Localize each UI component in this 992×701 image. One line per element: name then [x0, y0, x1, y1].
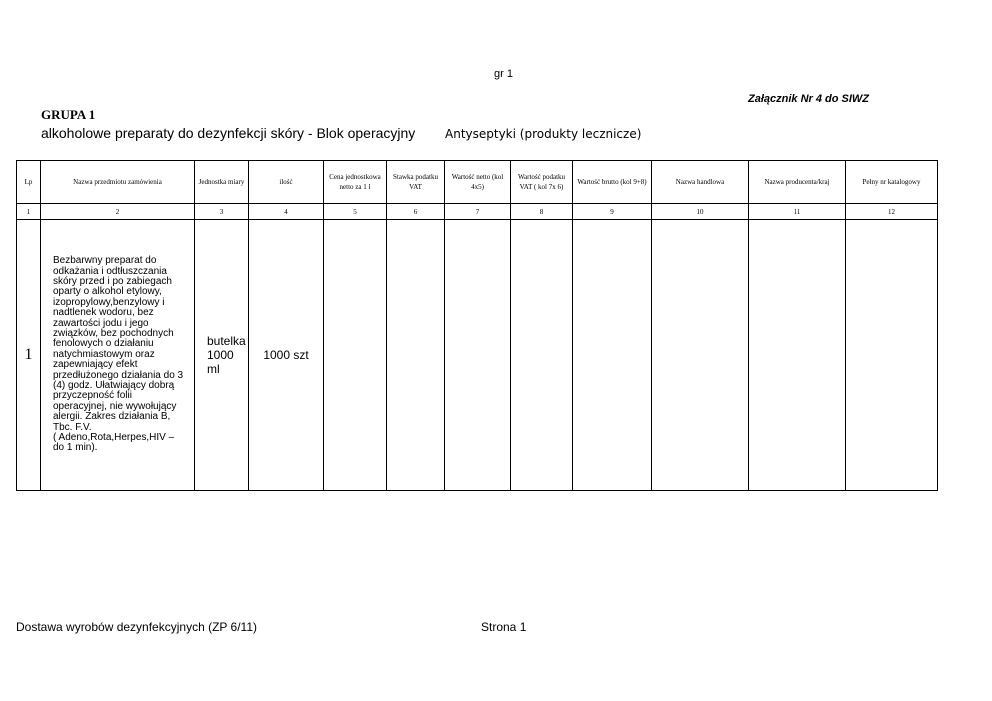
table-header-row	[17, 161, 938, 204]
column-number: 1	[17, 204, 41, 220]
header-item-name: Nazwa przedmiotu zamówienia	[41, 161, 195, 204]
column-number: 12	[846, 204, 938, 220]
header-net-value: Wartość netto (kol 4x5)	[445, 161, 511, 204]
row-vat-value-cell[interactable]	[511, 220, 573, 491]
column-number: 3	[195, 204, 249, 220]
column-number: 11	[749, 204, 846, 220]
header-vat-value: Wartość podatku VAT ( kol 7x 6)	[511, 161, 573, 204]
row-catalog-no-cell[interactable]	[846, 220, 938, 491]
row-gross-value-cell[interactable]	[573, 220, 652, 491]
annex-label: Załącznik Nr 4 do SIWZ	[748, 93, 870, 105]
column-number: 9	[573, 204, 652, 220]
row-trade-name-cell[interactable]	[652, 220, 749, 491]
row-unit-price-cell[interactable]	[324, 220, 387, 491]
header-lp: Lp	[17, 161, 41, 204]
column-number: 5	[324, 204, 387, 220]
header-unit: Jednostka miary	[195, 161, 249, 204]
header-trade-name: Nazwa handlowa	[652, 161, 749, 204]
header-producer: Nazwa producenta/kraj	[749, 161, 846, 204]
row-quantity: 1000 szt	[249, 220, 324, 491]
product-category: Antyseptyki (produkty lecznicze)	[445, 127, 642, 141]
table-column-numbers-row	[17, 204, 938, 220]
header-quantity: ilość	[249, 161, 324, 204]
column-number: 6	[387, 204, 445, 220]
row-unit: butelka 1000 ml	[195, 220, 249, 491]
page-header-mark: gr 1	[494, 68, 513, 80]
footer-page-number: Strona 1	[481, 620, 527, 634]
order-table	[16, 160, 938, 491]
column-number: 10	[652, 204, 749, 220]
column-number: 7	[445, 204, 511, 220]
header-unit-price: Cena jednostkowa netto za 1 l	[324, 161, 387, 204]
row-net-value-cell[interactable]	[445, 220, 511, 491]
column-number: 4	[249, 204, 324, 220]
footer-document-title: Dostawa wyrobów dezynfekcyjnych (ZP 6/11)	[16, 620, 257, 634]
group-title: GRUPA 1	[41, 107, 96, 122]
header-gross-value: Wartość brutto (kol 9+8)	[573, 161, 652, 204]
row-vat-rate-cell[interactable]	[387, 220, 445, 491]
row-producer-cell[interactable]	[749, 220, 846, 491]
header-vat-rate: Stawka podatku VAT	[387, 161, 445, 204]
row-lp: 1	[17, 220, 41, 491]
header-catalog-no: Pełny nr katalogowy	[846, 161, 938, 204]
table-row	[17, 220, 938, 491]
column-number: 2	[41, 204, 195, 220]
column-number: 8	[511, 204, 573, 220]
row-description: Bezbarwny preparat do odkażania i odtłuszczania skóry przed i po zabiegach oparty o alkohol etylowy, izopropylowy,benzylowy i nadtlenek wodoru, bez zawartości jodu i jego związków, bez pochodnych fenolowych o działaniu natychmiastowym oraz zapewniający efekt przedłużonego działania do 3 (4) godz. Ułatwiający dobrą przyczepność folii operacyjnej, nie wywołujący alergii. Zakres działania B, Tbc. F.V. ( Adeno,Rota,Herpes,HIV – do 1 min).	[41, 220, 195, 491]
group-subtitle: alkoholowe preparaty do dezynfekcji skóry - Blok operacyjny	[41, 125, 416, 141]
